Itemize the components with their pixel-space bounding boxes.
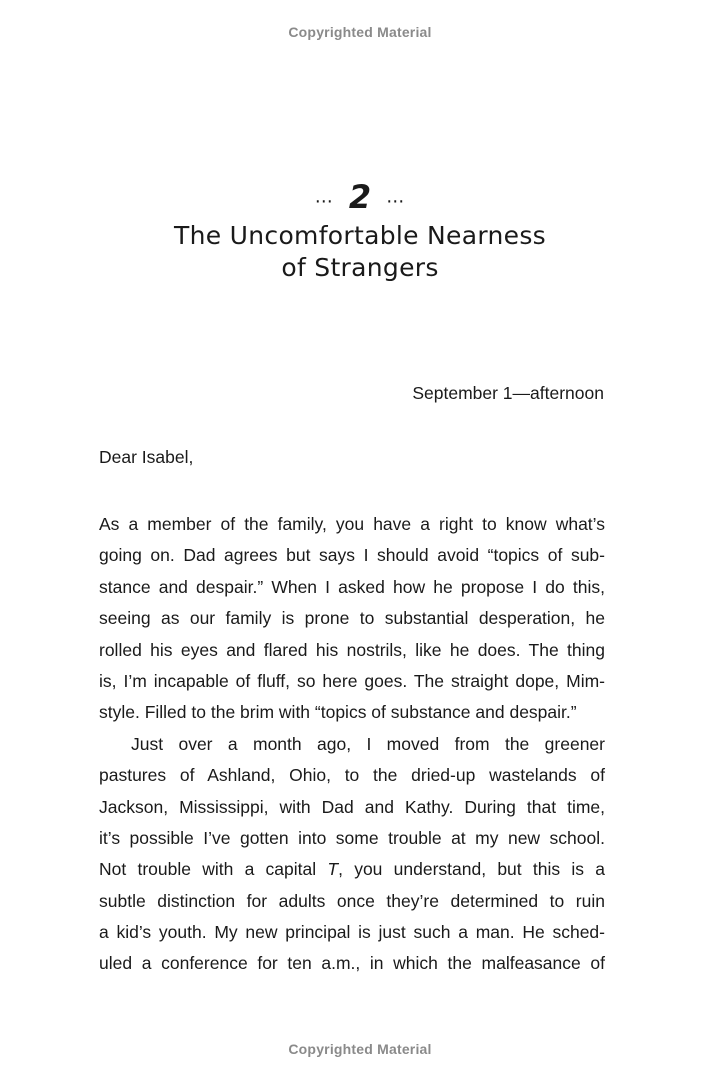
letter-date: September 1—afternoon — [412, 383, 604, 403]
text-line: a kid’s youth. My new principal is just such a man. He sched- — [99, 922, 605, 943]
ellipsis-left: … — [314, 186, 334, 208]
text-line: subtle distinction for adults once they’re determined to ruin — [99, 890, 605, 911]
text-line — [99, 854, 605, 885]
text-fragment: , you understand, but this is a — [338, 859, 605, 880]
letter-salutation: Dear Isabel, — [99, 447, 194, 467]
chapter-title — [0, 220, 720, 284]
text-line: Jackson, Mississippi, with Dad and Kathy. During that time, — [99, 796, 605, 817]
text-line: Just over a month ago, I moved from the greener — [131, 733, 605, 754]
copyright-watermark-top: Copyrighted Material — [288, 24, 432, 40]
chapter-title-line-1: The Uncomfortable Nearness — [174, 221, 546, 250]
text-line: is, I’m incapable of fluff, so here goes. The straight dope, Mim- — [99, 670, 605, 691]
text-line: style. Filled to the brim with “topics of substance and despair.” — [99, 702, 577, 723]
chapter-number: 2 — [348, 178, 372, 216]
text-line: it’s possible I’ve gotten into some trouble at my new school. — [99, 827, 605, 848]
chapter-title-line-2: of Strangers — [281, 253, 439, 282]
chapter-number-marker — [0, 178, 720, 216]
text-line: stance and despair.” When I asked how he propose I do this, — [99, 576, 605, 597]
text-line: rolled his eyes and flared his nostrils, like he does. The thing — [99, 639, 605, 660]
text-line: pastures of Ashland, Ohio, to the dried-up wastelands of — [99, 765, 605, 786]
text-fragment-italic: T — [327, 859, 339, 880]
letter-body — [99, 509, 605, 980]
text-line: As a member of the family, you have a right to know what’s — [99, 514, 605, 534]
text-fragment: Not trouble with a capital — [99, 859, 328, 880]
copyright-watermark-bottom: Copyrighted Material — [288, 1041, 432, 1057]
text-line: uled a conference for ten a.m., in which the malfeasance of — [99, 953, 605, 974]
ellipsis-right: … — [386, 186, 406, 208]
text-line: going on. Dad agrees but says I should avoid “topics of sub- — [99, 545, 605, 566]
text-line: seeing as our family is prone to substantial desperation, he — [99, 608, 605, 629]
